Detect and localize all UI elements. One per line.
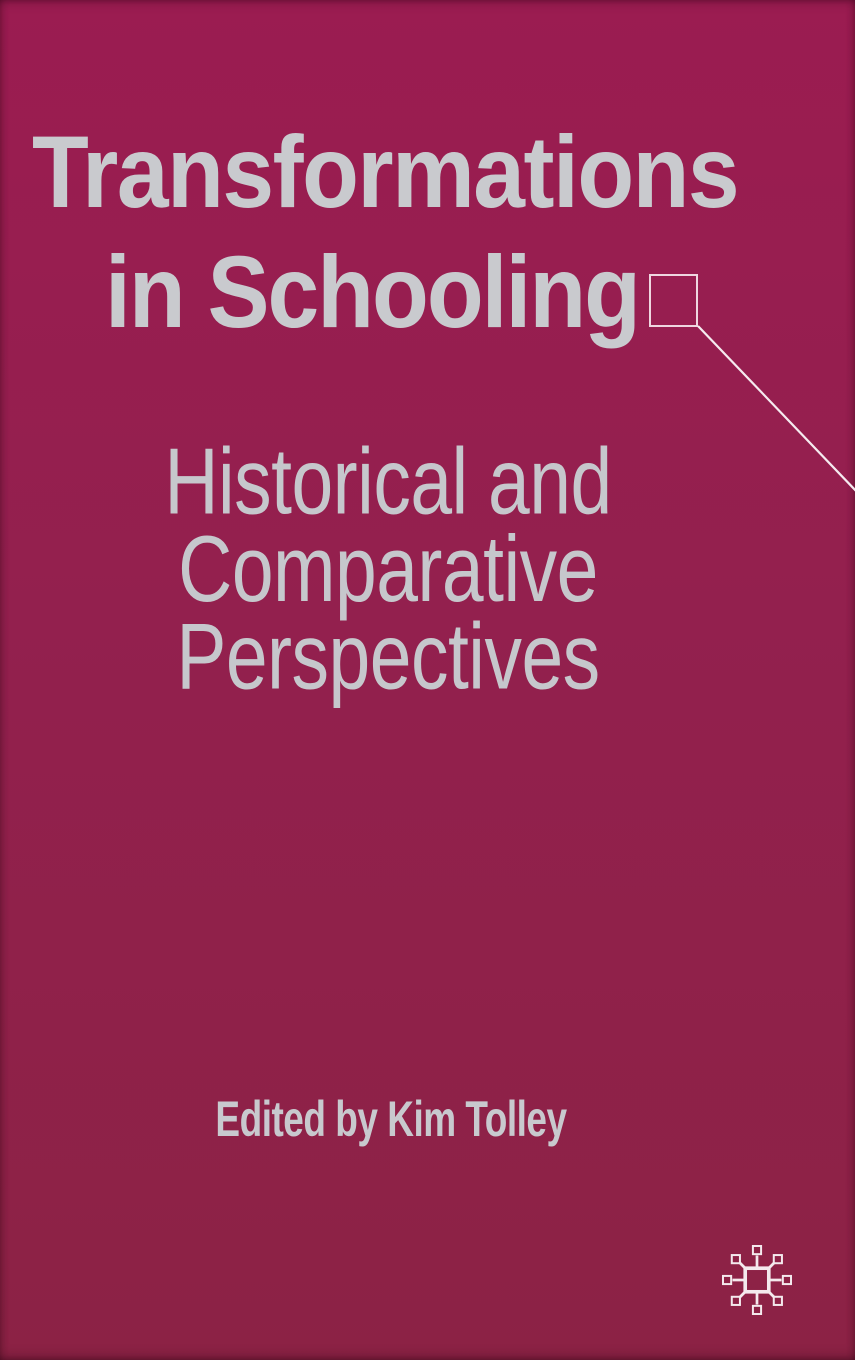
editor-credit: Edited by Kim Tolley xyxy=(215,1091,567,1147)
subtitle xyxy=(88,428,688,709)
title-line-2: in Schooling xyxy=(105,234,639,349)
subtitle-line-3: Perspectives xyxy=(176,603,600,709)
subtitle-line-1: Historical and xyxy=(164,428,612,534)
title-line-1: Transformations xyxy=(32,114,739,229)
starburst-network-icon xyxy=(718,1241,796,1319)
subtitle-line-2: Comparative xyxy=(178,515,598,621)
hollow-square-icon xyxy=(649,274,698,327)
